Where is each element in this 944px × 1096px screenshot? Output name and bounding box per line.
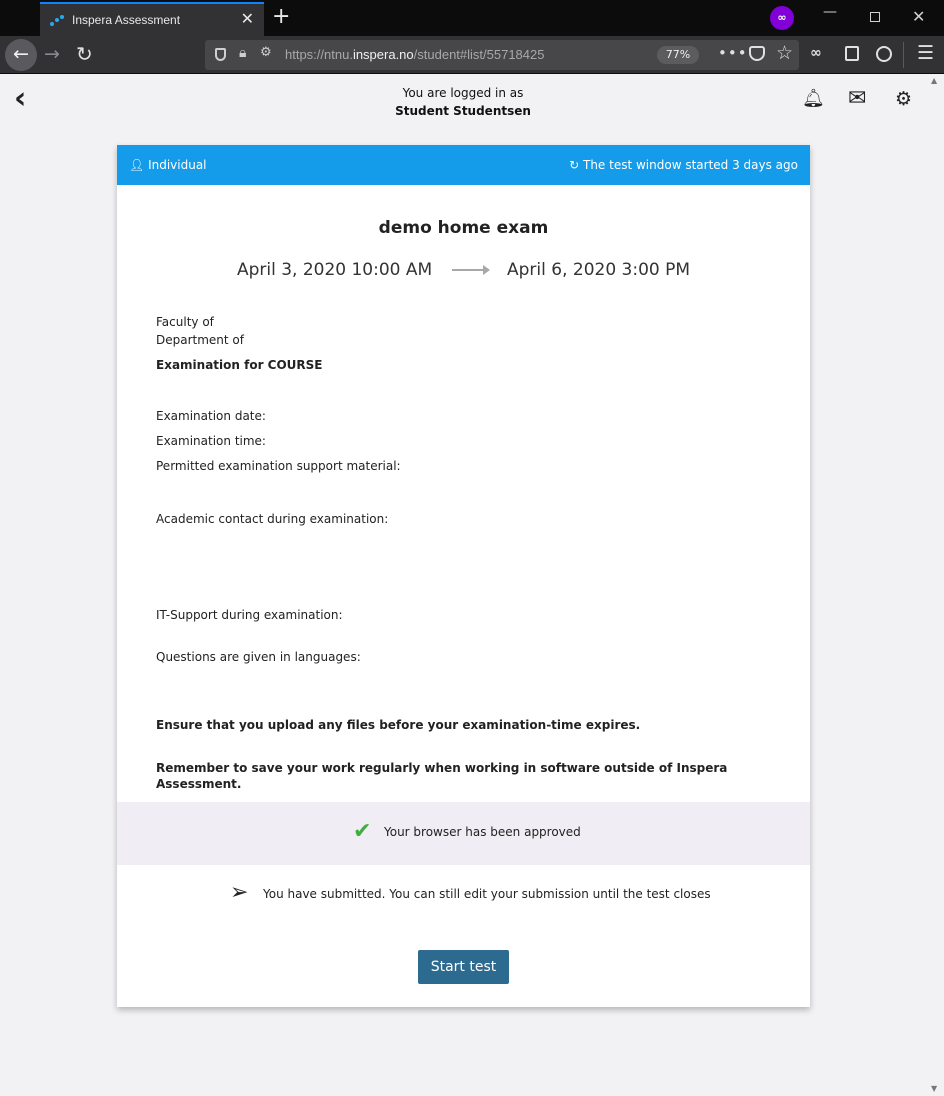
new-tab-icon[interactable]: + bbox=[272, 4, 291, 29]
submission-status-text: You have submitted. You can still edit your submission until the test closes bbox=[263, 887, 711, 901]
test-card bbox=[117, 145, 810, 1007]
tab-title: Inspera Assessment bbox=[72, 13, 181, 27]
browser-approved-banner bbox=[117, 802, 810, 865]
mail-icon[interactable]: ✉ bbox=[848, 86, 867, 111]
library-icon[interactable] bbox=[845, 46, 859, 61]
browser-tab[interactable] bbox=[40, 2, 264, 36]
toolbar-divider bbox=[903, 42, 904, 68]
examination-for-text: Examination for COURSE bbox=[156, 358, 323, 372]
zoom-level-badge[interactable]: 77% bbox=[657, 46, 699, 64]
exam-time-label: Examination time: bbox=[156, 434, 266, 448]
logged-in-label: You are logged in as bbox=[402, 86, 524, 100]
login-info bbox=[350, 84, 576, 120]
exam-date-label: Examination date: bbox=[156, 409, 266, 423]
start-datetime: April 3, 2020 10:00 AM bbox=[236, 260, 433, 280]
browser-navbar bbox=[0, 36, 944, 74]
browser-titlebar bbox=[0, 0, 944, 36]
department-text: Department of bbox=[156, 333, 244, 347]
account-icon[interactable] bbox=[876, 46, 892, 62]
user-icon: 👤︎ bbox=[129, 158, 145, 172]
scroll-down-icon[interactable]: ▼ bbox=[931, 1084, 938, 1093]
private-mask-icon: ∞ bbox=[810, 45, 822, 61]
card-header bbox=[117, 145, 810, 185]
window-status bbox=[569, 158, 798, 172]
exam-title: demo home exam bbox=[378, 218, 549, 238]
pocket-icon[interactable] bbox=[749, 46, 765, 61]
window-minimize-icon[interactable]: — bbox=[823, 4, 837, 20]
it-support-label: IT-Support during examination: bbox=[156, 608, 343, 622]
browser-back-icon[interactable]: ← bbox=[5, 39, 37, 71]
faculty-text: Faculty of bbox=[156, 315, 214, 329]
refresh-icon: ↻ bbox=[569, 158, 580, 172]
user-name: Student Studentsen bbox=[395, 104, 531, 118]
url-text[interactable]: https://ntnu.inspera.no/student#list/55718425 bbox=[285, 47, 545, 62]
browser-approved-text: Your browser has been approved bbox=[384, 825, 581, 839]
tracking-shield-icon[interactable] bbox=[215, 48, 226, 61]
browser-forward-icon[interactable]: → bbox=[44, 43, 60, 65]
mode-label: Individual bbox=[148, 158, 207, 172]
lock-icon[interactable]: 🔒︎ bbox=[239, 45, 247, 61]
arrow-right-icon bbox=[452, 269, 488, 271]
url-bar[interactable] bbox=[205, 40, 799, 70]
paper-plane-icon: ➢ bbox=[230, 880, 249, 905]
mode-indicator bbox=[129, 158, 207, 172]
browser-reload-icon[interactable]: ↻ bbox=[76, 42, 93, 66]
upload-notice: Ensure that you upload any files before your examination-time expires. bbox=[156, 718, 641, 732]
hamburger-menu-icon[interactable]: ☰ bbox=[917, 42, 935, 64]
window-maximize-icon[interactable] bbox=[870, 12, 880, 22]
bell-icon[interactable]: 🔔︎ bbox=[802, 88, 825, 109]
exam-date-range bbox=[117, 260, 810, 280]
gear-icon[interactable]: ⚙ bbox=[895, 88, 913, 110]
page-actions-icon[interactable]: ••• bbox=[718, 44, 748, 62]
window-close-icon[interactable]: ✕ bbox=[912, 7, 926, 26]
support-material-label: Permitted examination support material: bbox=[156, 459, 401, 473]
academic-contact-label: Academic contact during examination: bbox=[156, 512, 389, 526]
start-test-button[interactable]: Start test bbox=[418, 950, 509, 984]
tab-close-icon[interactable]: ✕ bbox=[240, 9, 254, 28]
window-status-text: The test window started 3 days ago bbox=[583, 158, 798, 172]
save-notice: Remember to save your work regularly when working in software outside of Inspera Assessment. bbox=[156, 761, 728, 791]
end-datetime: April 6, 2020 3:00 PM bbox=[507, 260, 691, 280]
inspera-favicon-icon bbox=[50, 13, 66, 27]
back-icon[interactable]: ‹ bbox=[14, 81, 27, 116]
private-browsing-icon: ∞ bbox=[770, 6, 794, 30]
bookmark-star-icon[interactable]: ☆ bbox=[776, 42, 794, 64]
permissions-icon[interactable]: ⚙ bbox=[260, 45, 272, 60]
checkmark-icon: ✔ bbox=[353, 819, 372, 844]
languages-label: Questions are given in languages: bbox=[156, 650, 361, 664]
scroll-up-icon[interactable]: ▲ bbox=[931, 76, 938, 85]
